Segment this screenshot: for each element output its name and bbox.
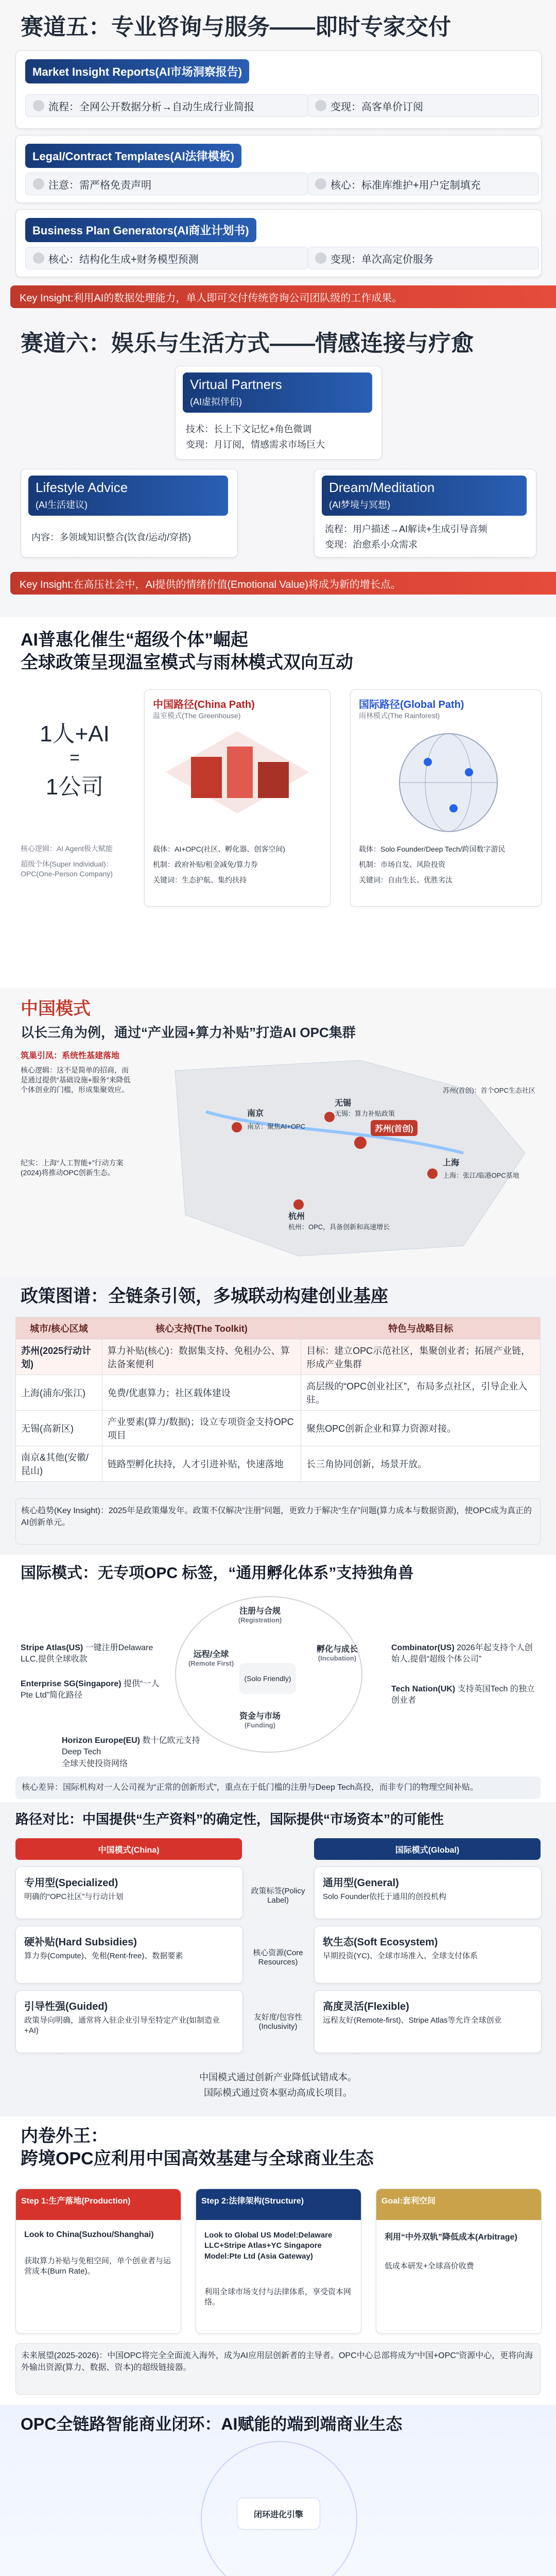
compare-gl-3-desc: 远程友好(Remote-first)、Stripe Atlas等允许全球创业 <box>323 2016 502 2025</box>
bottom-org-1 <box>62 1735 206 1757</box>
nest-title: 筑巢引凤：系统性基建落地 <box>21 1052 120 1060</box>
money-icon <box>315 252 326 264</box>
right-org-2-title: Tech Nation(UK) <box>391 1685 456 1693</box>
policy-cell: 高层级的“OPC创业社区”，布局多点社区，引导企业入驻。 <box>301 1375 541 1411</box>
compare-cn-1 <box>15 1867 243 1919</box>
bottom-org-1-title: Horizon Europe(EU) <box>62 1736 140 1745</box>
node-registration-sub: (Registration) <box>238 1616 282 1624</box>
legal-core <box>307 173 539 195</box>
step2-head: Step 2:法律架构(Structure) <box>196 2189 361 2220</box>
node-remote <box>180 1648 242 1667</box>
bizplan-monetize <box>307 247 539 269</box>
compare-mid-1: 政策标签(Policy Label) <box>251 1887 305 1905</box>
step2-detail: 利用全球市场支付与法律体系，享受资本网络。 <box>204 2287 352 2307</box>
legal-card <box>15 135 542 203</box>
compare-cn-2-title: 硬补贴(Hard Subsidies) <box>24 1937 137 1948</box>
china-mechanism: 机制：政府补贴/租金减免/算力券 <box>153 860 258 869</box>
dream-card <box>314 469 536 557</box>
goal-head: Goal:套利空间 <box>376 2189 541 2220</box>
virtual-partner-sub: (AI虚拟伴侣) <box>190 397 242 407</box>
policy-cell: 算力补贴(核心)：数据集支持、免租办公、算法备案便利 <box>102 1340 301 1375</box>
right-org-1 <box>391 1642 535 1665</box>
legal-head: Legal/Contract Templates(AI法律模板) <box>25 144 241 168</box>
map-desc-hangzhou: 杭州：OPC，具备创新和高速增长 <box>288 1223 390 1231</box>
left-org-2 <box>21 1679 165 1701</box>
compare-gl-2 <box>314 1926 542 1984</box>
lifestyle-sub: (AI生活建议) <box>36 500 88 510</box>
compare-cn-3-title: 引导性强(Guided) <box>24 2001 108 2012</box>
gear-icon <box>315 178 326 190</box>
market-insight-head: Market Insight Reports(AI市场洞察报告) <box>25 59 249 83</box>
super-individual-desc: 超级个体(Super Individual)：OPC(One-Person Company) <box>21 860 113 878</box>
compare-cn-2 <box>15 1926 243 1984</box>
china-path-title: 中国路径(China Path) <box>153 699 255 710</box>
map-desc-nanjing: 南京：聚焦AI+OPC <box>247 1123 306 1130</box>
section-international <box>0 1555 556 1802</box>
global-path-title: 国际路径(Global Path) <box>359 699 464 710</box>
legal-core-text: 核心：标准库维护+用户定制填充 <box>331 179 481 191</box>
policy-cell: 产业要素(算力/数据)；设立专项资金支持OPC项目 <box>102 1411 301 1446</box>
global-mechanism: 机制：市场自发、风险投资 <box>359 860 445 869</box>
policy-cell: 聚焦OPC创新企业和算力资源对接。 <box>301 1411 541 1446</box>
super-title1: AI普惠化催生“超级个体”崛起 <box>21 630 248 650</box>
policy-title: 政策图谱：全链条引领，多城联动构建创业基座 <box>21 1286 388 1306</box>
node-incubation-title: 孵化与成长 <box>316 1645 358 1654</box>
equation <box>21 715 129 801</box>
intl-note: 核心差异：国际机构对一人公司视为“正常的创新形式”，重点在于低门槛的注册与Deep Tech高投，而非专门的物理空间补贴。 <box>15 1776 541 1799</box>
section-china-model <box>0 988 556 1277</box>
step2-card <box>196 2189 361 2334</box>
global-keywords: 关键词：自由生长、优胜劣汰 <box>359 876 453 884</box>
compare-cn-3-desc: 政策导向明确，通常将入驻企业引导至特定产业(如制造业+AI) <box>24 2016 220 2036</box>
policy-row <box>16 1411 541 1446</box>
globe-illustration <box>392 726 505 839</box>
left-org-1-title: Stripe Atlas(US) <box>21 1643 83 1652</box>
dream-monetize: 变现：治愈系小众需求 <box>325 539 418 550</box>
china-path-sub: 温室模式(The Greenhouse) <box>153 711 241 720</box>
policy-cell: 苏州(2025行动计划) <box>16 1340 102 1375</box>
node-funding-sub: (Funding) <box>245 1721 275 1729</box>
track6-title: 赛道六：娱乐与生活方式——情感连接与疗愈 <box>21 331 474 356</box>
policy-cell: 长三角协同创新，场景开放。 <box>301 1446 541 1482</box>
goal-detail: 低成本研发+全球高价收费 <box>385 2262 474 2270</box>
policy-note: 核心趋势(Key Insight)：2025年是政策爆发年。政策不仅解决“注册”问题，更致力于解决“生存”问题(算力成本与数据资源)，使OPC成为真正的AI创新单元。 <box>15 1498 541 1545</box>
market-insight-flow <box>25 94 308 117</box>
section-super-individual <box>0 617 556 988</box>
cross-title1: 内卷外王： <box>21 2126 108 2146</box>
right-org-2 <box>391 1684 535 1706</box>
compare-cn-3 <box>15 1990 243 2053</box>
step1-card <box>15 2189 181 2334</box>
section-cross-border <box>0 2116 556 2405</box>
core-logic: 核心逻辑：AI Agent极大赋能 <box>21 844 113 853</box>
legal-note-text: 注意：需严格免责声明 <box>48 179 151 191</box>
lifestyle-title: Lifestyle Advice <box>36 480 128 495</box>
ai-loop-title: OPC全链路智能商业闭环：AI赋能的端到端商业生态 <box>21 2415 403 2433</box>
section-track6 <box>0 321 556 610</box>
chart-icon <box>33 252 44 264</box>
nest-record: 纪实：上海“人工智能+”行动方案(2024)将推动OPC创新生态。 <box>21 1159 124 1177</box>
policy-cell: 免费/优惠算力；社区载体建设 <box>102 1375 301 1411</box>
clipboard-icon <box>33 100 44 111</box>
policy-row <box>16 1340 541 1375</box>
bizplan-head: Business Plan Generators(AI商业计划书) <box>25 218 256 242</box>
section-ai-loop <box>0 2405 556 2576</box>
track5-title: 赛道五：专业咨询与服务——即时专家交付 <box>21 14 451 40</box>
policy-header-row <box>16 1317 541 1340</box>
node-incubation-sub: (Incubation) <box>318 1654 357 1662</box>
china-model-sub: 以长三角为例，通过“产业园+算力补贴”打造AI OPC集群 <box>21 1025 356 1040</box>
compare-gl-1-title: 通用型(General) <box>323 1877 399 1889</box>
map-label-nanjing: 南京 <box>247 1109 264 1118</box>
dream-flow: 流程：用户描述→AI解读+生成引导音频 <box>325 524 488 534</box>
section-policy <box>0 1277 556 1555</box>
right-org-1-title: Combinator(US) <box>391 1643 455 1652</box>
china-keywords: 关键词：生态护航、集约扶持 <box>153 876 247 884</box>
eq-line3: 1公司 <box>45 774 104 800</box>
policy-row <box>16 1446 541 1482</box>
virtual-partner-tech: 技术：长上下文记忆+角色微调 <box>186 424 312 434</box>
cross-title2: 跨境OPC应利用中国高效基建与全球商业生态 <box>21 2149 374 2168</box>
virtual-partner-card <box>175 366 382 460</box>
dream-sub: (AI梦境与冥想) <box>329 500 390 510</box>
bizplan-monetize-text: 变现：单次高定价服务 <box>331 253 433 265</box>
policy-cell: 无锡(高新区) <box>16 1411 102 1446</box>
bizplan-core <box>25 247 308 269</box>
right-org-1-desc: 2026年起支持个人创始人,提倡“超级个体公司” <box>391 1643 533 1664</box>
market-insight-flow-text: 流程：全网公开数据分析→自动生成行业简报 <box>48 101 254 113</box>
track5-key-insight: Key Insight:利用AI的数据处理能力，单人即可交付传统咨询公司团队级的工作成果。 <box>10 285 556 308</box>
compare-gl-2-title: 软生态(Soft Ecosystem) <box>323 1937 438 1948</box>
bottom-org-2: 全球天使投资网络 <box>62 1759 128 1768</box>
map-label-shanghai: 上海 <box>443 1159 460 1167</box>
compare-cn-1-title: 专用型(Specialized) <box>24 1877 118 1889</box>
map-label-wuxi: 无锡 <box>335 1099 352 1108</box>
virtual-partner-monetize: 变现：月订阅，情感需求市场巨大 <box>186 439 325 450</box>
bottom-org-1-desc: 数十亿欧元支持Deep Tech <box>62 1736 200 1756</box>
policy-cell: 上海(浦东/张江) <box>16 1375 102 1411</box>
core-solo: (Solo Friendly) <box>239 1663 296 1694</box>
lifestyle-card <box>21 469 238 557</box>
compare-gl-1 <box>314 1867 542 1919</box>
policy-row <box>16 1375 541 1411</box>
compare-gl-head: 国际模式(Global) <box>314 1838 541 1860</box>
market-insight-card <box>15 50 542 129</box>
policy-col-1: 核心支持(The Toolkit) <box>102 1317 301 1340</box>
compare-mid-2: 核心资源(Core Resources) <box>253 1948 303 1967</box>
lifestyle-content: 内容：多领域知识整合(饮食/运动/穿搭) <box>31 532 191 543</box>
lifestyle-head <box>28 476 228 516</box>
left-org-1-desc: 一键注册Delaware LLC,提供全球收款 <box>21 1643 153 1664</box>
super-title2: 全球政策呈现温室模式与雨林模式双向互动 <box>21 653 353 672</box>
node-remote-title: 远程/全球 <box>193 1650 229 1659</box>
virtual-partner-title: Virtual Partners <box>190 377 282 392</box>
node-funding-title: 资金与市场 <box>239 1712 281 1721</box>
china-carrier: 载体：AI+OPC(社区、孵化器、创客空间) <box>153 845 286 853</box>
section-compare <box>0 1802 556 2116</box>
policy-table <box>15 1317 541 1482</box>
dream-head <box>322 476 527 516</box>
compare-gl-3-title: 高度灵活(Flexible) <box>323 2001 409 2012</box>
policy-cell: 链路型孵化扶持，人才引进补贴，快速落地 <box>102 1446 301 1482</box>
coin-icon <box>315 100 326 111</box>
map-label-hangzhou: 杭州 <box>288 1212 305 1221</box>
bizplan-card <box>15 209 542 277</box>
compare-title: 路径对比：中国提供“生产资料”的确定性，国际提供“市场资本”的可能性 <box>15 1811 444 1827</box>
goal-card <box>376 2189 542 2334</box>
map-label-suzhou: 苏州(首创) <box>371 1120 418 1136</box>
step1-desc: Look to China(Suzhou/Shanghai) <box>24 2230 154 2239</box>
china-model-title: 中国模式 <box>21 999 91 1019</box>
policy-cell: 南京&其他(安徽/昆山) <box>16 1446 102 1482</box>
step1-detail: 获取算力补贴与免租空间，单个创业者与运营成本(Burn Rate)。 <box>24 2257 171 2276</box>
node-funding <box>221 1709 299 1729</box>
loop-center: 闭环进化引擎 <box>237 2498 320 2530</box>
left-org-2-desc: 提供“一人Pte Ltd”简化路径 <box>21 1680 160 1700</box>
right-org-2-desc: 支持英国Tech 的独立创业者 <box>391 1685 535 1705</box>
map-desc-wuxi: 无锡：算力补贴政策 <box>335 1110 395 1117</box>
map-desc-suzhou: 苏州(首创)：首个OPC生态社区 <box>443 1087 535 1094</box>
track6-key-insight: Key Insight:在高压社会中，AI提供的情绪价值(Emotional Value)将成为新的增长点。 <box>10 572 556 595</box>
cross-note: 未来展望(2025-2026)：中国OPC将完全全面流入海外，成为AI应用层创新者的主导者。OPC中心总部将成为“中国+OPC”资源中心，更将向海外输出资源(算力、数据、资本)的超级链接器。 <box>15 2343 541 2395</box>
compare-foot1: 中国模式通过创新产业降低试错成本。 <box>199 2072 357 2082</box>
left-org-2-title: Enterprise SG(Singapore) <box>21 1680 121 1688</box>
market-insight-monetize-text: 变现：高客单价订阅 <box>331 101 423 113</box>
compare-gl-1-desc: Solo Founder依托于通用的创投机构 <box>323 1892 447 1901</box>
node-registration-title: 注册与合规 <box>239 1607 281 1616</box>
map-desc-shanghai: 上海：张江/临港OPC基地 <box>443 1172 519 1179</box>
yangtze-map <box>144 1050 541 1266</box>
policy-col-0: 城市/核心区域 <box>16 1317 102 1340</box>
policy-cell: 目标：建立OPC示范社区，集聚创业者；拓展产业链，形成产业集群 <box>301 1340 541 1375</box>
compare-foot2: 国际模式通过资本驱动高成长项目。 <box>204 2088 352 2098</box>
section-track5 <box>0 9 556 313</box>
intl-title: 国际模式：无专项OPC 标签，“通用孵化体系”支持独角兽 <box>21 1565 414 1582</box>
node-remote-sub: (Remote First) <box>188 1659 234 1667</box>
compare-gl-2-desc: 早期投资(YC)、全球市场准入、全球支付体系 <box>323 1952 478 1960</box>
nest-logic: 核心逻辑：这不是简单的招商，而是通过提供“基础设施+服务”来降低个体创业的门槛，形成集聚效应。 <box>21 1066 131 1094</box>
step1-head: Step 1:生产落地(Production) <box>16 2189 181 2220</box>
left-org-1 <box>21 1642 165 1665</box>
eq-line1: 1人+AI <box>40 721 110 747</box>
global-path-card <box>350 689 542 907</box>
policy-col-2: 特色与战略目标 <box>301 1317 541 1340</box>
node-incubation <box>296 1642 378 1662</box>
dream-title: Dream/Meditation <box>329 480 435 495</box>
market-insight-monetize <box>307 94 539 117</box>
legal-note <box>25 173 308 195</box>
goal-desc: 利用“中外双轨”降低成本(Arbitrage) <box>385 2233 517 2242</box>
compare-cn-2-desc: 算力券(Compute)、免租(Rent-free)、数据要素 <box>24 1952 183 1960</box>
compare-mid-3: 友好度/包容性(Inclusivity) <box>253 2013 303 2031</box>
global-path-sub: 雨林模式(The Rainforest) <box>359 711 440 720</box>
node-registration <box>221 1604 299 1624</box>
warning-icon <box>33 178 44 190</box>
bizplan-core-text: 核心：结构化生成+财务模型预测 <box>48 253 199 265</box>
global-carrier: 载体：Solo Founder/Deep Tech/跨国数字游民 <box>359 845 506 853</box>
compare-cn-head: 中国模式(China) <box>15 1838 242 1860</box>
virtual-partner-head <box>183 372 372 413</box>
compare-cn-1-desc: 明确的“OPC社区”与行动计划 <box>24 1892 124 1901</box>
china-path-card <box>144 689 331 907</box>
eq-line2: = <box>70 748 80 768</box>
compare-gl-3 <box>314 1990 542 2053</box>
greenhouse-illustration <box>160 726 315 839</box>
step2-desc: Look to Global US Model:Delaware LLC+Stripe Atlas+YC Singapore Model:Pte Ltd (Asia Gateway) <box>204 2231 333 2261</box>
